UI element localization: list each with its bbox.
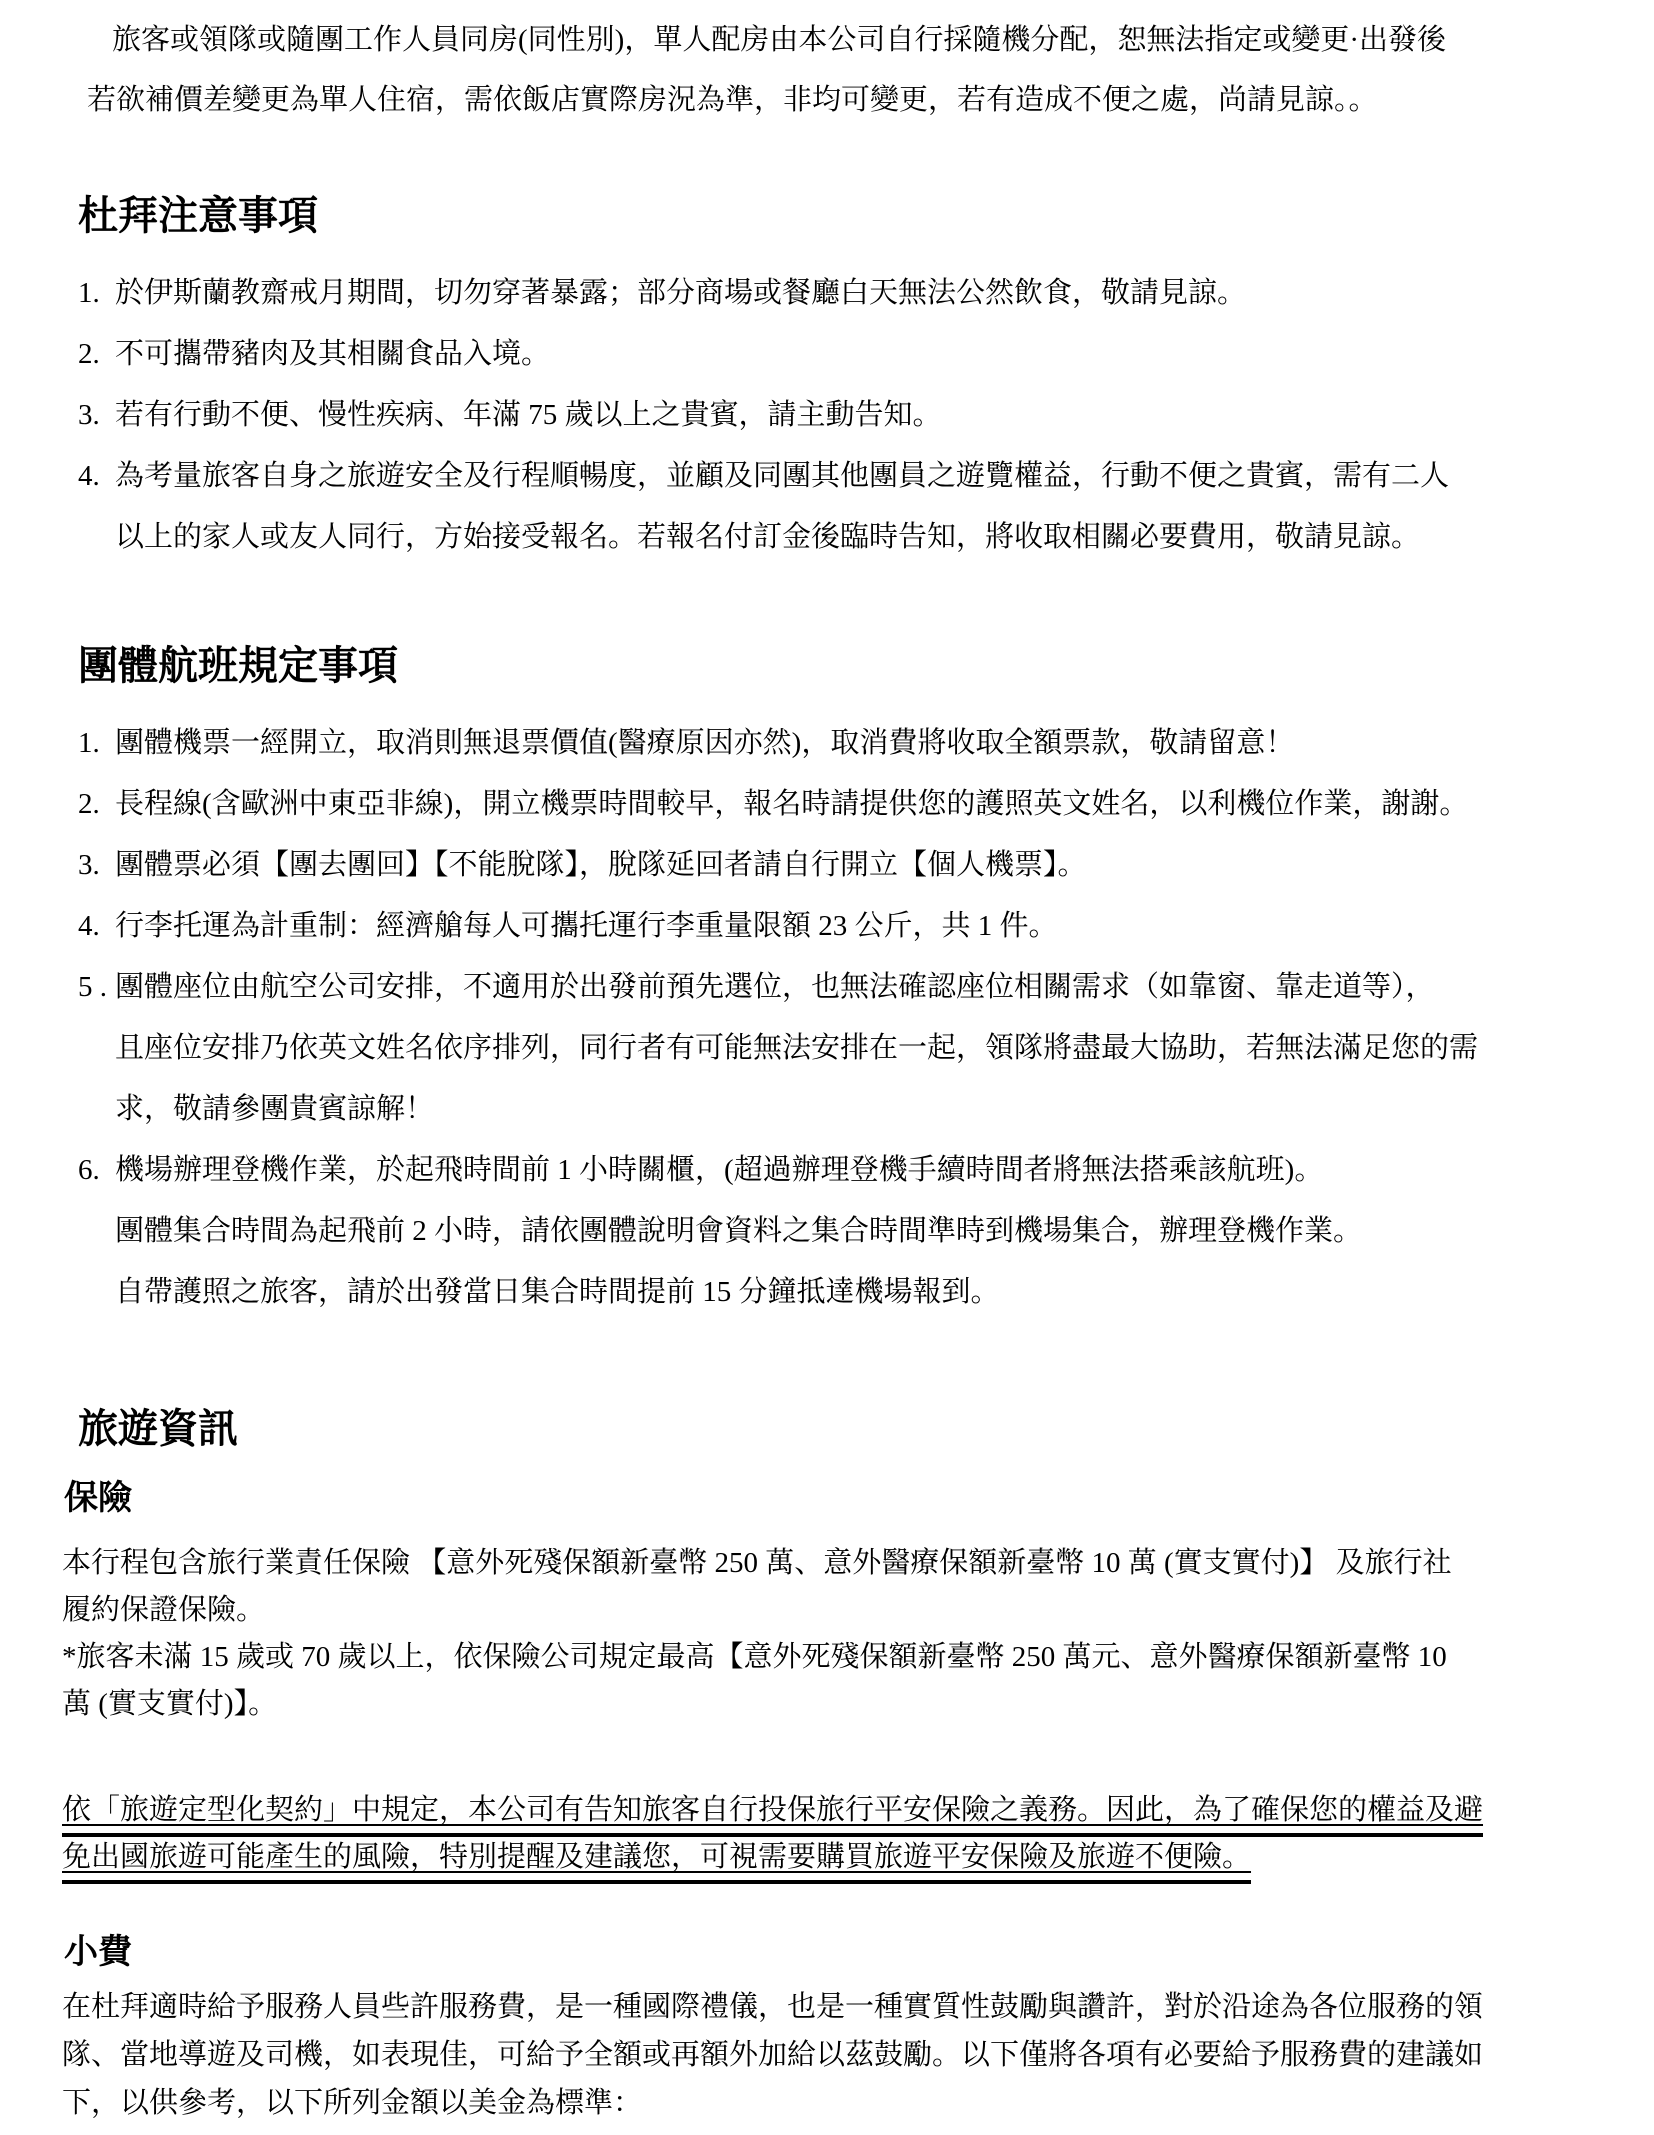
list-item-text	[115, 263, 1596, 324]
group-flight-rules-list	[62, 713, 1596, 1323]
text-line	[115, 1079, 1596, 1140]
subsection-title-tips: 小費	[64, 1933, 132, 1971]
text-line-content: *旅客未滿 15 歲或 70 歲以上，依保險公司規定最高【意外死殘保額新臺幣 250 萬元、意外醫療保額新臺幣 10	[62, 1641, 1447, 1673]
section-title-travel-info: 旅遊資訊	[78, 1407, 238, 1451]
text-line-content: 且座位安排乃依英文姓名依序排列，同行者有可能無法安排在一起，領隊將盡最大協助，若無法滿足您的需	[115, 1032, 1479, 1064]
list-item-number: 2.	[78, 788, 100, 820]
list-item-number: 5 .	[78, 971, 107, 1003]
text-line-content: 依「旅遊定型化契約」中規定，本公司有告知旅客自行投保旅行平安保險之義務。因此，為了確保您的權益及避	[62, 1794, 1483, 1837]
text-line	[115, 896, 1596, 957]
text-line	[62, 1787, 1596, 1834]
list-item-number: 6.	[78, 1154, 100, 1186]
text-line	[115, 507, 1596, 568]
text-line-content: 隊、當地導遊及司機，如表現佳，可給予全額或再額外加給以茲鼓勵。以下僅將各項有必要給予服務費的建議如	[62, 2039, 1484, 2071]
list-item	[78, 713, 1596, 774]
text-line	[115, 835, 1596, 896]
text-line	[62, 1983, 1596, 2031]
text-line	[115, 957, 1596, 1018]
text-line-content: 自帶護照之旅客，請於出發當日集合時間提前 15 分鐘抵達機場報到。	[115, 1276, 1000, 1308]
text-line	[62, 1834, 1596, 1881]
text-line	[62, 2079, 1596, 2127]
text-line-content: 免出國旅遊可能產生的風險，特別提醒及建議您，可視需要購買旅遊平安保險及旅遊不便險。	[62, 1841, 1251, 1884]
insurance-legal-notice	[62, 1787, 1596, 1881]
list-item-text	[115, 774, 1596, 835]
text-line-content: 萬 (實支實付)】。	[62, 1688, 278, 1720]
text-line-content: 團體機票一經開立，取消則無退票價值(醫療原因亦然)，取消費將收取全額票款，敬請留意！	[115, 727, 1295, 759]
list-item-number: 3.	[78, 399, 100, 431]
text-line-content: 履約保證保險。	[62, 1594, 266, 1626]
intro-paragraph	[62, 0, 1596, 130]
text-line	[115, 263, 1596, 324]
text-line	[115, 1140, 1596, 1201]
list-item-text	[115, 385, 1596, 446]
list-item-text	[115, 446, 1596, 568]
list-item-number: 4.	[78, 910, 100, 942]
list-item-text	[115, 957, 1596, 1140]
list-item-text	[115, 324, 1596, 385]
text-line	[62, 2031, 1596, 2079]
section-title-group-flight-rules: 團體航班規定事項	[78, 644, 398, 688]
text-line-content: 為考量旅客自身之旅遊安全及行程順暢度，並顧及同團其他團員之遊覽權益，行動不便之貴賓，需有二人	[115, 460, 1450, 492]
list-item-text	[115, 896, 1596, 957]
text-line-content: 求，敬請參團貴賓諒解！	[115, 1093, 435, 1125]
text-line	[115, 324, 1596, 385]
text-line-content: 團體座位由航空公司安排，不適用於出發前預先選位，也無法確認座位相關需求（如靠窗、靠走道等），	[115, 971, 1435, 1003]
list-item-number: 4.	[78, 460, 100, 492]
text-line	[115, 1201, 1596, 1262]
dubai-notes-list	[62, 263, 1596, 568]
list-item	[78, 385, 1596, 446]
text-line	[62, 1634, 1596, 1681]
list-item-text	[115, 835, 1596, 896]
text-line	[62, 1681, 1596, 1728]
insurance-paragraph	[62, 1540, 1596, 1728]
list-item-text	[115, 1140, 1596, 1323]
list-item	[78, 263, 1596, 324]
list-item	[78, 1140, 1596, 1323]
list-item	[78, 835, 1596, 896]
text-line-content: 在杜拜適時給予服務人員些許服務費，是一種國際禮儀，也是一種實質性鼓勵與讚許，對於沿途為各位服務的領	[62, 1991, 1484, 2023]
list-item	[78, 774, 1596, 835]
text-line	[115, 713, 1596, 774]
tips-paragraph	[62, 1983, 1596, 2127]
text-line	[115, 774, 1596, 835]
text-line	[112, 10, 1596, 70]
subsection-title-insurance: 保險	[64, 1479, 132, 1517]
text-line-content: 若有行動不便、慢性疾病、年滿 75 歲以上之貴賓，請主動告知。	[115, 399, 942, 431]
text-line-content: 行李托運為計重制：經濟艙每人可攜托運行李重量限額 23 公斤，共 1 件。	[115, 910, 1058, 942]
text-line	[62, 1540, 1596, 1587]
text-line-content: 長程線(含歐洲中東亞非線)，開立機票時間較早，報名時請提供您的護照英文姓名，以利機位作業，謝謝。	[115, 788, 1469, 820]
list-item-number: 3.	[78, 849, 100, 881]
text-line-content: 旅客或領隊或隨團工作人員同房(同性別)，單人配房由本公司自行採隨機分配，恕無法指定或變更·出發後	[112, 24, 1446, 56]
list-item-number: 1.	[78, 277, 100, 309]
text-line	[115, 385, 1596, 446]
text-line	[87, 70, 1596, 130]
text-line-content: 本行程包含旅行業責任保險 【意外死殘保額新臺幣 250 萬、意外醫療保額新臺幣 10 萬 (實支實付)】 及旅行社	[62, 1547, 1452, 1579]
text-line-content: 團體票必須【團去團回】【不能脫隊】，脫隊延回者請自行開立【個人機票】。	[115, 849, 1087, 881]
list-item	[78, 957, 1596, 1140]
text-line	[62, 1587, 1596, 1634]
text-line	[115, 446, 1596, 507]
list-item	[78, 446, 1596, 568]
list-item	[78, 324, 1596, 385]
text-line-content: 不可攜帶豬肉及其相關食品入境。	[115, 338, 551, 370]
list-item	[78, 896, 1596, 957]
text-line	[115, 1262, 1596, 1323]
text-line-content: 團體集合時間為起飛前 2 小時，請依團體說明會資料之集合時間準時到機場集合，辦理登機作業。	[115, 1215, 1363, 1247]
text-line-content: 機場辦理登機作業，於起飛時間前 1 小時關櫃，(超過辦理登機手續時間者將無法搭乘該航班)。	[115, 1154, 1324, 1186]
text-line-content: 若欲補價差變更為單人住宿，需依飯店實際房況為準，非均可變更，若有造成不便之處，尚請見諒。。	[87, 84, 1378, 116]
text-line	[115, 1018, 1596, 1079]
text-line-content: 以上的家人或友人同行，方始接受報名。若報名付訂金後臨時告知，將收取相關必要費用，敬請見諒。	[115, 521, 1421, 553]
list-item-number: 1.	[78, 727, 100, 759]
list-item-number: 2.	[78, 338, 100, 370]
text-line-content: 於伊斯蘭教齋戒月期間，切勿穿著暴露；部分商場或餐廳白天無法公然飲食，敬請見諒。	[115, 277, 1247, 309]
section-title-dubai-notes: 杜拜注意事項	[78, 194, 318, 238]
list-item-text	[115, 713, 1596, 774]
text-line-content: 下，以供參考，以下所列金額以美金為標準：	[62, 2087, 643, 2119]
